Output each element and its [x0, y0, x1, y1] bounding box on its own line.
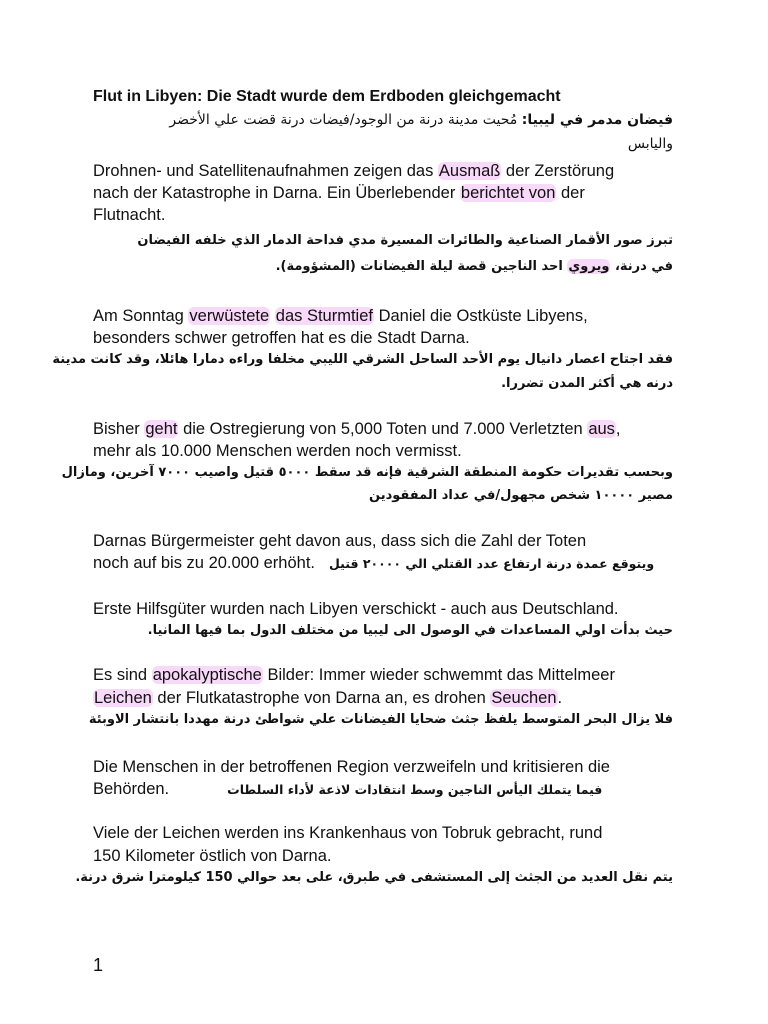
highlight-das-sturmtief: das Sturmtief: [275, 307, 373, 325]
p1-arabic-line-1: تبرز صور الأقمار الصناعية والطائرات المسيرة مدي فداحة الدمار الذي خلفه الفيضان: [137, 233, 673, 248]
text: die Ostregierung von 5,000 Toten und 7.000 Verletzten: [178, 420, 588, 438]
arabic-title-rest: مُحيت مدينة درنة من الوجود/فيضات درنة قضت علي الأخضر: [169, 112, 522, 128]
p7-line-2: [93, 778, 693, 802]
text: Behörden.: [93, 780, 170, 798]
highlight-apokalyptische: apokalyptische: [152, 666, 262, 684]
p3-line-1: [93, 418, 693, 441]
highlight-yarwi: ويروي: [568, 259, 610, 274]
p2-line-1: [93, 305, 693, 328]
p8-line-1: Viele der Leichen werden ins Krankenhaus von Tobruk gebracht, rund: [93, 824, 603, 842]
text: nach der Katastrophe in Darna. Ein Überlebender: [93, 184, 460, 202]
p5-line-1: Erste Hilfsgüter wurden nach Libyen verschickt - auch aus Deutschland.: [93, 600, 619, 618]
p6-arabic-line-1: فلا يزال البحر المتوسط يلفظ جثث ضحايا الفيضانات علي شواطئ درنة مهددا بانتشار الاوبئة: [88, 712, 673, 727]
highlight-aus: aus: [588, 420, 615, 438]
p1-line-2: [93, 182, 693, 205]
text: Drohnen- und Satellitenaufnahmen zeigen das: [93, 162, 438, 180]
arabic-title-line-1: [93, 109, 673, 132]
text: der: [556, 184, 585, 202]
text: ,: [615, 420, 621, 438]
p1-line-1: [93, 160, 693, 183]
text: Bilder: Immer wieder schwemmt das Mittelmeer: [262, 666, 615, 684]
p2-arabic-line-1: فقد اجتاح اعصار دانيال يوم الأحد الساحل الشرقي الليبي مخلفا وراءه دمارا هائلا، وقد كانت مدينة: [52, 352, 673, 367]
text: احد الناجين قصة ليلة الفيضانات (المشؤومة).: [275, 259, 568, 274]
page-number: 1: [93, 955, 104, 975]
arabic-title-bold: فيضان مدمر في ليبيا:: [521, 112, 673, 128]
highlight-leichen: Leichen: [94, 689, 152, 707]
p6-line-1: [93, 664, 693, 687]
p4-arabic-inline: ويتوقع عمدة درنة ارتفاع عدد القتلي الي ٢٠٠٠٠ قتيل: [329, 556, 655, 571]
highlight-seuchen: Seuchen: [491, 689, 557, 707]
p6-line-2: [93, 687, 693, 710]
p8-arabic-line-1: يتم نقل العديد من الجثث إلى المستشفى في طبرق، على بعد حوالي 150 كيلومترا شرق درنة.: [75, 870, 673, 885]
highlight-verwuestete: verwüstete: [189, 307, 270, 325]
p5-arabic-line-1: حيث بدأت اولي المساعدات في الوصول الى ليبيا من مختلف الدول بما فيها المانيا.: [147, 623, 673, 638]
p2-line-2: besonders schwer getroffen hat es die Stadt Darna.: [93, 329, 470, 347]
p3-arabic-line-2: مصير ١٠٠٠٠ شخص مجهول/في عداد المفقودين: [369, 488, 673, 503]
highlight-ausmass: Ausmaß: [438, 162, 501, 180]
p3-line-2: mehr als 10.000 Menschen werden noch vermisst.: [93, 442, 462, 460]
text: noch auf bis zu 20.000 erhöht.: [93, 554, 315, 572]
p1-arabic-line-2: [93, 256, 673, 278]
p1-line-3: Flutnacht.: [93, 206, 166, 224]
arabic-title-line-2: واليابس: [627, 136, 673, 152]
text: Daniel die Ostküste Libyens,: [374, 307, 588, 325]
text: Bisher: [93, 420, 145, 438]
highlight-berichtet-von: berichtet von: [460, 184, 556, 202]
highlight-geht: geht: [145, 420, 178, 438]
text: في درنة،: [610, 259, 673, 274]
p7-line-1: Die Menschen in der betroffenen Region verzweifeln und kritisieren die: [93, 758, 610, 776]
p4-line-1: Darnas Bürgermeister geht davon aus, dass sich die Zahl der Toten: [93, 532, 587, 550]
p3-arabic-line-1: وبحسب تقديرات حكومة المنطقة الشرقية فإنه قد سقط ٥٠٠٠ قتيل واصيب ٧٠٠٠ آخرين، ومازال: [61, 465, 673, 480]
p7-arabic-inline: فيما يتملك اليأس الناجين وسط انتقادات لاذعة لأداء السلطات: [227, 782, 603, 797]
text: .: [557, 689, 563, 707]
text: der Zerstörung: [501, 162, 615, 180]
document-title: Flut in Libyen: Die Stadt wurde dem Erdboden gleichgemacht: [93, 88, 561, 105]
text: Am Sonntag: [93, 307, 189, 325]
p2-arabic-line-2: درنه هي أكثر المدن تضررا.: [501, 376, 673, 391]
p4-line-2: [93, 552, 693, 576]
text: Es sind: [93, 666, 152, 684]
p8-line-2: 150 Kilometer östlich von Darna.: [93, 847, 332, 865]
text: der Flutkatastrophe von Darna an, es drohen: [152, 689, 491, 707]
